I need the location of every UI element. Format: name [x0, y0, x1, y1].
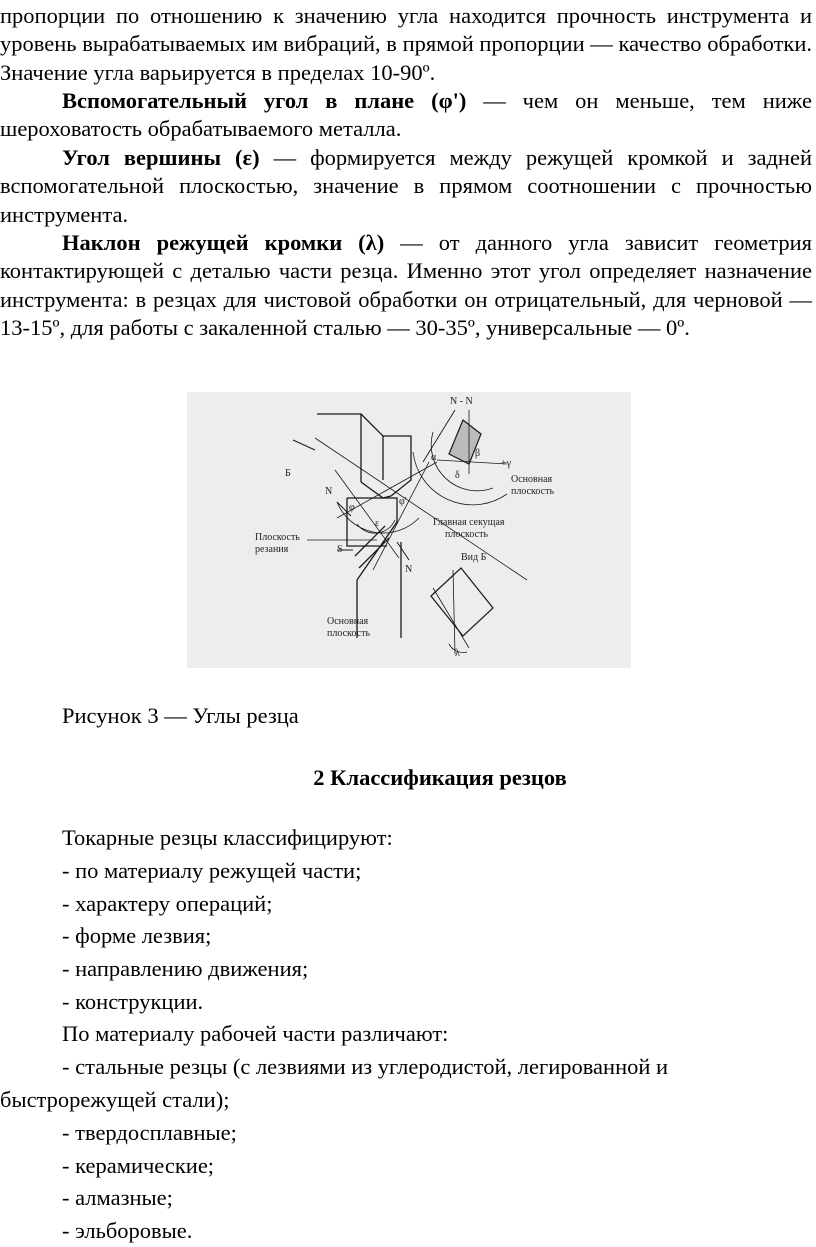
paragraph-text: — формируется между режущей кромкой и задней вспомогательной плоскостью, значение в прямом соотношении с прочностью инструмента. — [0, 145, 813, 227]
label-s: S — [337, 544, 343, 555]
label-delta: δ — [455, 470, 460, 481]
list-item: - твердосплавные; — [62, 1120, 237, 1145]
label-view-b: Вид Б — [461, 552, 487, 563]
term-secondary-angle: Вспомогательный угол в плане (φ') — [62, 88, 467, 113]
label-phi: φ — [349, 502, 355, 513]
list-item: - форме лезвия; — [62, 923, 212, 948]
list-item: - по материалу режущей части; — [62, 858, 362, 883]
list-item: - стальные резцы (с лезвиями из углеродистой, легированной и — [62, 1054, 669, 1079]
label-phi-prime: φ' — [399, 496, 407, 507]
label-main-cut-1: Главная секущая — [433, 517, 505, 528]
paragraph-secondary-angle — [0, 87, 812, 144]
list-item: - конструкции. — [62, 989, 204, 1014]
paragraph-text: — чем он меньше, тем ниже шероховатость обрабатываемого металла. — [0, 88, 813, 142]
label-alpha: α — [431, 452, 437, 463]
figure-cutter-angles — [187, 392, 631, 668]
label-epsilon: ε — [375, 518, 380, 529]
label-cut-plane-2: резания — [255, 544, 289, 555]
label-lambda: λ — [455, 648, 460, 659]
label-main-plane-bottom-2: плоскость — [327, 628, 370, 639]
paragraph-text: — от данного угла зависит геометрия контактирующей с деталью части резца. Именно этот угол определяет назначение инструмента: в резцах для чистовой обработки он отрицательный, для черновой — 13-15º, для работы с закаленной сталью — 30-35º, универсальные — 0º. — [0, 230, 813, 340]
material-intro: По материалу рабочей части различают: — [62, 1021, 449, 1046]
label-main-plane-top-2: плоскость — [511, 486, 554, 497]
term-tip-angle: Угол вершины (ε) — [62, 145, 260, 170]
label-beta: β — [475, 448, 481, 459]
paragraph-tip-angle — [0, 144, 812, 229]
section-heading: 2 Классификация резцов — [313, 765, 567, 790]
paragraph-edge-inclination — [0, 229, 812, 342]
label-main-cut-2: плоскость — [445, 529, 488, 540]
cutter-angles-diagram — [187, 392, 631, 668]
list-item: - керамические; — [62, 1153, 215, 1178]
list-item: - эльборовые. — [62, 1218, 193, 1243]
paragraph-text: пропорции по отношению к значению угла находится прочность инструмента и уровень вырабатываемых им вибраций, в прямой пропорции — качество обработки. Значение угла варьируется в пределах 10-90º. — [0, 3, 812, 85]
classify-intro: Токарные резцы классифицируют: — [62, 825, 393, 850]
label-gamma: +γ — [501, 458, 512, 469]
label-main-plane-top-1: Основная — [511, 474, 553, 485]
label-n-lower: N — [405, 564, 413, 575]
list-item-continuation: быстрорежущей стали); — [0, 1087, 230, 1112]
label-main-plane-bottom-1: Основная — [327, 616, 369, 627]
label-view-b-arrow: Б — [285, 468, 291, 479]
label-section-nn: N - N — [450, 396, 473, 407]
figure-caption: Рисунок 3 — Углы резца — [62, 703, 299, 728]
term-edge-inclination: Наклон режущей кромки (λ) — [62, 230, 385, 255]
label-cut-plane-1: Плоскость — [255, 532, 300, 543]
list-item: - алмазные; — [62, 1185, 173, 1210]
list-item: - направлению движения; — [62, 956, 309, 981]
paragraph-angle-strength — [0, 2, 812, 87]
list-item: - характеру операций; — [62, 891, 273, 916]
label-n-upper: N — [325, 486, 333, 497]
